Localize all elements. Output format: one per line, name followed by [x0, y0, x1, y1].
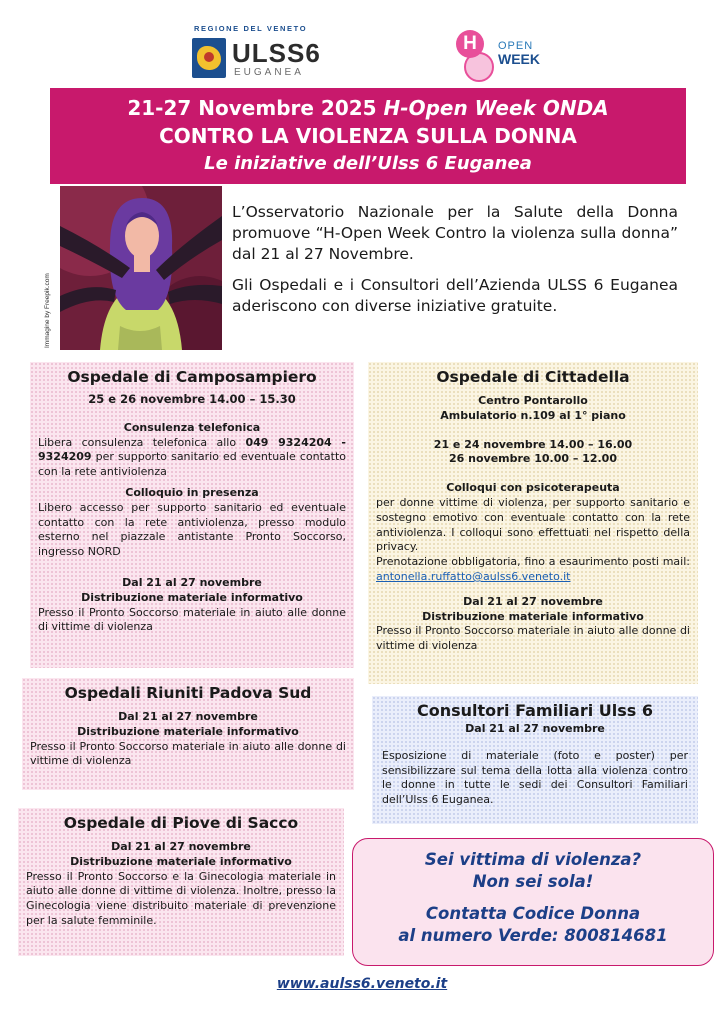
colloquio-title: Colloquio in presenza — [125, 485, 259, 499]
distribuzione-title: Distribuzione materiale informativo — [77, 724, 299, 738]
place-line-1: Centro Pontarollo — [478, 394, 588, 407]
ulss-sub-text: EUGANEA — [234, 67, 304, 78]
callout-line-3: Contatta Codice Donna — [425, 904, 641, 923]
distribuzione-title: Distribuzione materiale informativo — [81, 590, 303, 604]
callout-line-4: al numero Verde: 800814681 — [398, 926, 668, 945]
consultori-text: Esposizione di materiale (foto e poster) per sensibilizzare sul tema della lotta alla violenza contro le donne in tutte le sedi dei Consultori Familiari dell’Ulss 6 Euganea. — [382, 748, 688, 807]
card-camposampiero — [30, 362, 354, 668]
card-title: Ospedale di Piove di Sacco — [63, 814, 299, 832]
ulss-region-text: REGIONE DEL VENETO — [194, 24, 308, 33]
h-bubble-icon: H — [456, 30, 484, 58]
callout-line-1: Sei vittima di violenza? — [424, 850, 642, 869]
prenotazione-text: Prenotazione obbligatoria, fino a esaurimento posti mail: antonella.ruffatto@aulss6.veneto.it — [376, 555, 690, 583]
colloqui-title: Colloqui con psicoterapeuta — [446, 481, 620, 495]
card-consultori — [372, 696, 698, 824]
card-dates: 25 e 26 novembre 14.00 – 15.30 — [88, 392, 296, 406]
woman-illustration — [60, 186, 222, 350]
place-line-2: Ambulatorio n.109 al 1° piano — [440, 408, 626, 422]
banner-line-1: 21-27 Novembre 2025 H-Open Week ONDA — [127, 96, 609, 120]
ulss-name-text: ULSS6 — [232, 38, 321, 68]
distribuzione-dates: Dal 21 al 27 novembre — [111, 840, 251, 853]
distribuzione-text: Presso il Pronto Soccorso e la Ginecologia materiale in aiuto alle donne di vittime di violenza. Inoltre, presso la Ginecologia viene distribuito materiale di prevenzione per la salute femminile. — [26, 869, 336, 927]
banner-line-3: Le iniziative dell’Ulss 6 Euganea — [204, 153, 532, 174]
open-week-logo — [456, 30, 576, 80]
card-piove-di-sacco — [18, 808, 344, 956]
distribuzione-dates: Dal 21 al 27 novembre — [463, 594, 603, 608]
help-callout — [352, 838, 714, 966]
email-link[interactable]: antonella.ruffatto@aulss6.veneto.it — [376, 569, 571, 583]
dates-line-2: 26 novembre 10.00 – 12.00 — [449, 452, 617, 466]
card-title: Ospedale di Camposampiero — [67, 368, 317, 386]
open-week-week-text: WEEK — [498, 51, 540, 67]
distribuzione-title: Distribuzione materiale informativo — [422, 609, 644, 623]
banner-line-2: CONTRO LA VIOLENZA SULLA DONNA — [159, 124, 577, 148]
open-week-open-text: OPEN — [498, 40, 534, 52]
consulenza-phone: 049 9324204 - 9324209 — [38, 435, 346, 464]
card-title: Ospedali Riuniti Padova Sud — [64, 684, 312, 702]
colloquio-text: Libero accesso per supporto sanitario ed eventuale contatto con la rete antiviolenza, presso modulo esterno nel piazzale antistante Pronto Soccorso, ingresso NORD — [38, 500, 346, 559]
consulenza-text: Libera consulenza telefonica allo 049 9324204 - 9324209 per supporto sanitario ed eventuale contatto con la rete antiviolenza — [38, 435, 346, 479]
distribuzione-dates: Dal 21 al 27 novembre — [122, 575, 262, 589]
distribuzione-text: Presso il Pronto Soccorso materiale in aiuto alle donne di vittime di violenza — [38, 605, 346, 634]
image-credit: Immagine by Freepik.com — [44, 273, 51, 348]
card-padova-sud — [22, 678, 354, 790]
intro-text — [232, 202, 678, 327]
veneto-lion-crest-icon — [192, 38, 226, 78]
card-title: Ospedale di Cittadella — [436, 368, 630, 386]
card-cittadella — [368, 362, 698, 684]
consultori-dates: Dal 21 al 27 novembre — [465, 722, 605, 735]
intro-paragraph-1: L’Osservatorio Nazionale per la Salute della Donna promuove “H-Open Week Contro la violenza sulla donna” dal 21 al 27 Novembre. — [232, 203, 678, 263]
ulss6-logo — [192, 24, 321, 84]
colloqui-text: per donne vittime di violenza, per supporto sanitario e sostegno emotivo con eventuale contatto con la rete antiviolenza. I colloqui sono effettuati nel rispetto della privacy. — [376, 495, 690, 554]
distribuzione-text: Presso il Pronto Soccorso materiale in aiuto alle donne di vittime di violenza — [30, 739, 346, 768]
dates-line-1: 21 e 24 novembre 14.00 – 16.00 — [433, 437, 633, 451]
title-banner — [50, 88, 686, 184]
intro-paragraph-2: Gli Ospedali e i Consultori dell’Azienda ULSS 6 Euganea aderiscono con diverse iniziative gratuite. — [232, 276, 678, 315]
distribuzione-text: Presso il Pronto Soccorso materiale in aiuto alle donne di vittime di violenza — [376, 624, 690, 653]
distribuzione-title: Distribuzione materiale informativo — [70, 854, 292, 868]
distribuzione-dates: Dal 21 al 27 novembre — [118, 710, 258, 723]
callout-line-2: Non sei sola! — [472, 872, 594, 891]
consulenza-title: Consulenza telefonica — [123, 420, 261, 434]
website-link[interactable]: www.aulss6.veneto.it — [276, 976, 448, 992]
card-title: Consultori Familiari Ulss 6 — [417, 701, 653, 720]
